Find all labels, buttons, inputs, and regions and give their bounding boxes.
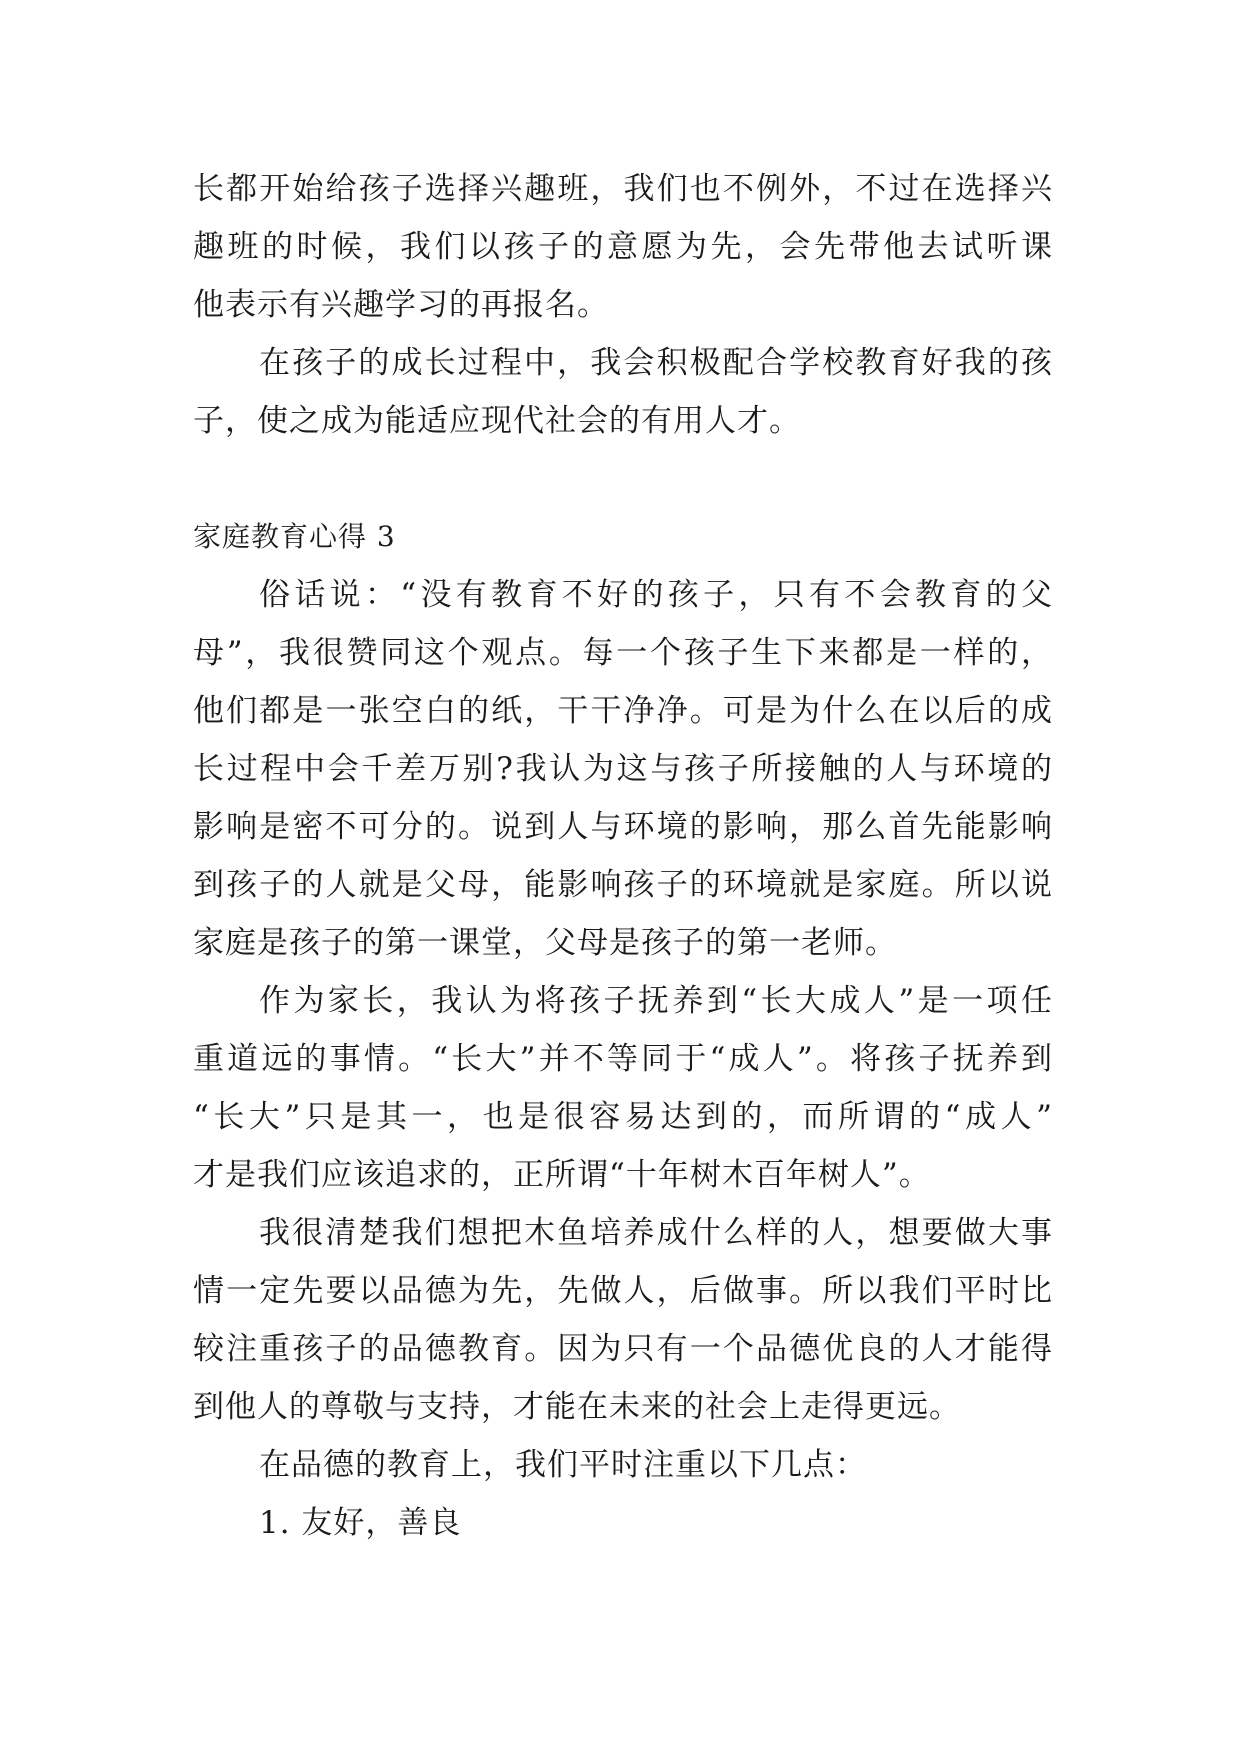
text-line: 重道远的事情。“长大”并不等同于“成人”。将孩子抚养到 (193, 1041, 1053, 1077)
document-body (193, 160, 1053, 1552)
text-line: 家庭是孩子的第一课堂，父母是孩子的第一老师。 (193, 925, 897, 961)
text-line: 子，使之成为能适应现代社会的有用人才。 (193, 403, 801, 439)
text-line: 长过程中会千差万别?我认为这与孩子所接触的人与环境的 (193, 751, 1053, 787)
text-line: 较注重孩子的品德教育。因为只有一个品德优良的人才能得 (193, 1331, 1053, 1367)
text-line: 才是我们应该追求的，正所谓“十年树木百年树人”。 (193, 1157, 931, 1193)
paragraph-cooperate-school (193, 334, 1053, 450)
paragraph-moral-points (193, 1436, 1053, 1494)
text-line: 长都开始给孩子选择兴趣班，我们也不例外，不过在选择兴 (193, 171, 1053, 207)
text-line: 在品德的教育上，我们平时注重以下几点： (259, 1447, 867, 1483)
text-line: 趣班的时候，我们以孩子的意愿为先，会先带他去试听课 (193, 229, 1053, 265)
paragraph-character-first (193, 1204, 1053, 1436)
section-heading: 家庭教育心得 3 (193, 520, 396, 553)
text-line: 作为家长，我认为将孩子抚养到“长大成人”是一项任 (259, 983, 1053, 1019)
text-line: 俗话说：“没有教育不好的孩子，只有不会教育的父 (259, 577, 1053, 613)
list-item-text: 1. 友好，善良 (259, 1505, 462, 1541)
text-line: 到他人的尊敬与支持，才能在未来的社会上走得更远。 (193, 1389, 961, 1425)
list-item (193, 1494, 1053, 1552)
paragraph-as-parent (193, 972, 1053, 1204)
text-line: 在孩子的成长过程中，我会积极配合学校教育好我的孩 (259, 345, 1053, 381)
section-spacer (193, 450, 1053, 508)
text-line: “长大”只是其一，也是很容易达到的，而所谓的“成人” (193, 1099, 1053, 1135)
text-line: 母”，我很赞同这个观点。每一个孩子生下来都是一样的， (193, 635, 1053, 671)
text-line: 影响是密不可分的。说到人与环境的影响，那么首先能影响 (193, 809, 1053, 845)
text-line: 我很清楚我们想把木鱼培养成什么样的人，想要做大事 (259, 1215, 1053, 1251)
paragraph-interest-class (193, 160, 1053, 334)
text-line: 情一定先要以品德为先，先做人，后做事。所以我们平时比 (193, 1273, 1053, 1309)
paragraph-proverb (193, 566, 1053, 972)
text-line: 他表示有兴趣学习的再报名。 (193, 287, 609, 323)
text-line: 他们都是一张空白的纸，干干净净。可是为什么在以后的成 (193, 693, 1053, 729)
text-line: 到孩子的人就是父母，能影响孩子的环境就是家庭。所以说 (193, 867, 1053, 903)
